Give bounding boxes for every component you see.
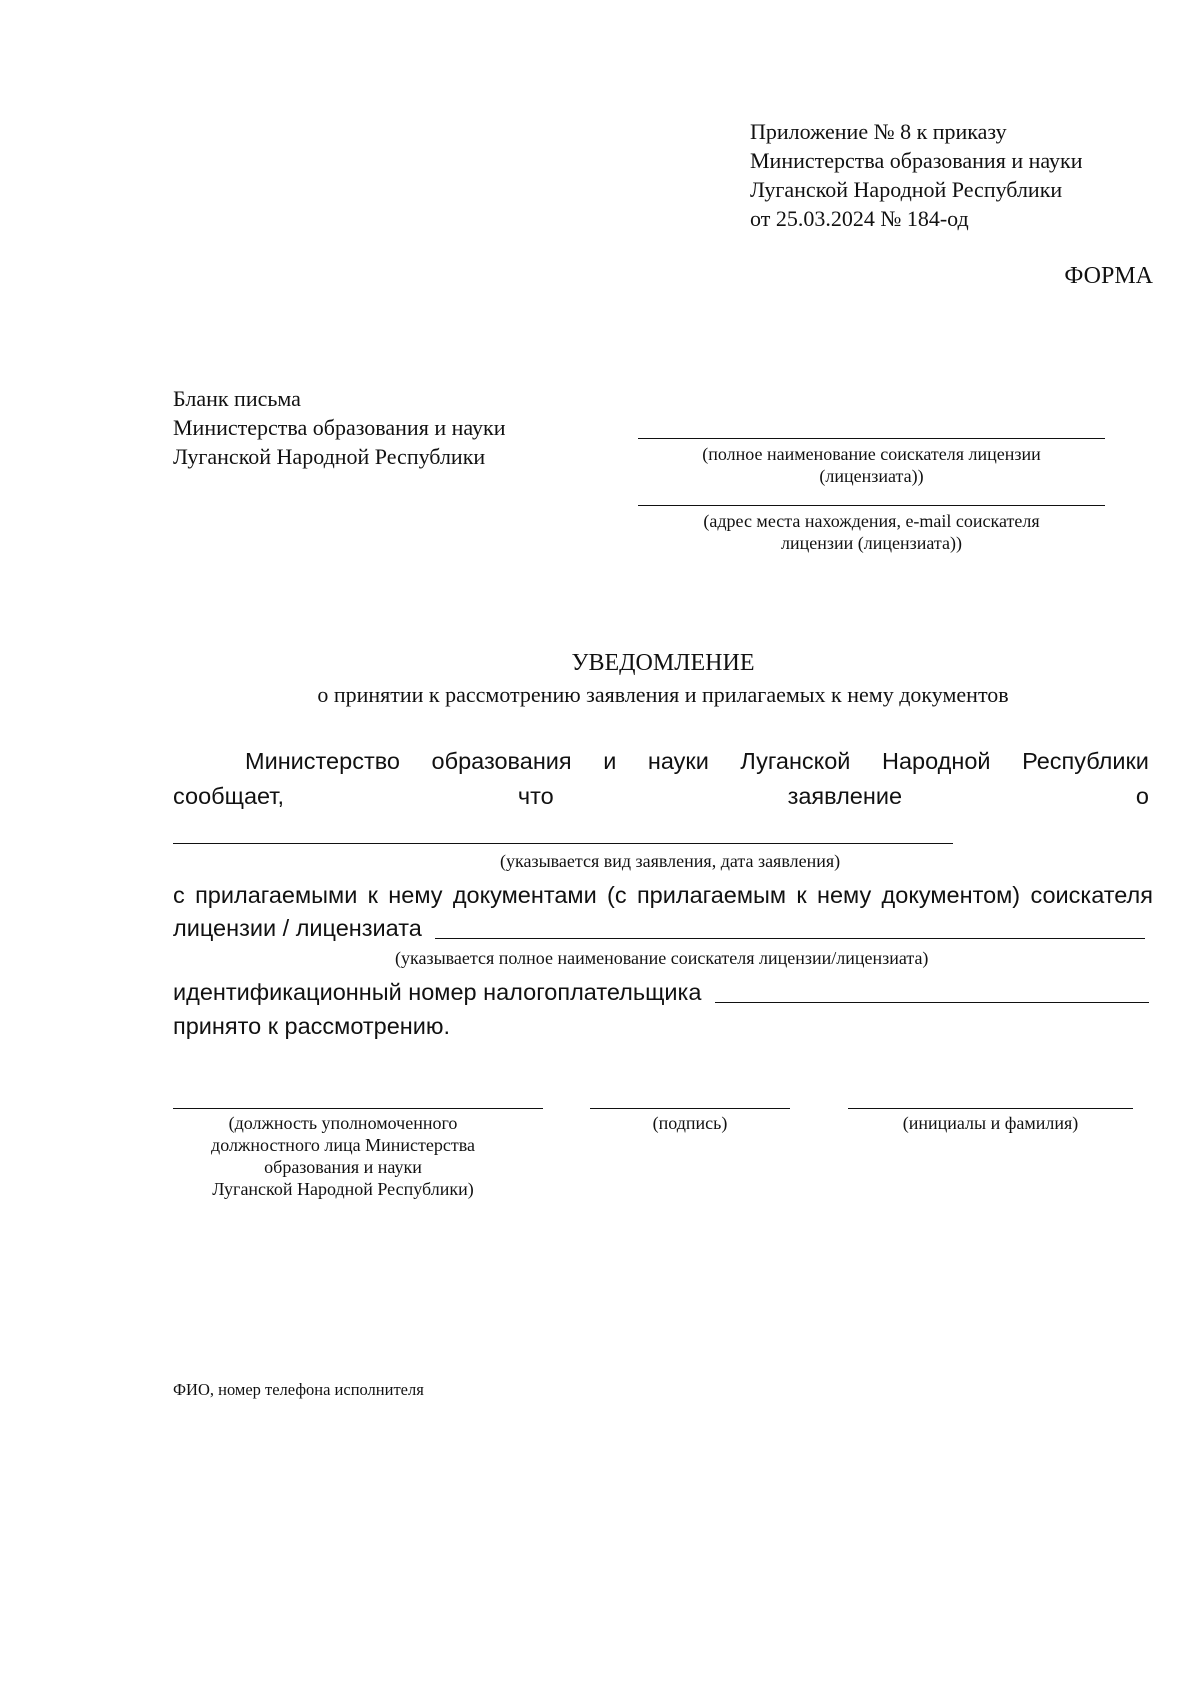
appendix-line-1: Приложение № 8 к приказу bbox=[750, 119, 1007, 144]
position-caption bbox=[173, 1112, 513, 1200]
word-that: что bbox=[517, 783, 554, 809]
word-reports: сообщает, bbox=[173, 783, 284, 809]
recipient-name-caption-1: (полное наименование соискателя лицензии bbox=[702, 444, 1041, 464]
paragraph-line-2 bbox=[173, 781, 1149, 811]
signature-blank-line bbox=[590, 1108, 790, 1109]
recipient-address-caption bbox=[638, 510, 1105, 554]
word-science: науки bbox=[647, 748, 709, 774]
signature-caption: (подпись) bbox=[652, 1113, 728, 1133]
paragraph-line-1 bbox=[245, 746, 1149, 776]
letterhead-line-1: Бланк письма bbox=[173, 386, 301, 411]
letterhead-line-3: Луганской Народной Республики bbox=[173, 444, 486, 469]
inn-label: идентификационный номер налогоплательщика bbox=[173, 979, 702, 1005]
applicant-blank-line bbox=[435, 938, 1145, 939]
appendix-line-2: Министерства образования и науки bbox=[750, 148, 1083, 173]
word-peoples: Народной bbox=[881, 748, 991, 774]
word-about: о bbox=[1135, 783, 1149, 809]
appendix-block bbox=[750, 117, 1082, 233]
recipient-address-caption-2: лицензии (лицензиата)) bbox=[781, 533, 962, 553]
inn-blank-line bbox=[715, 1002, 1149, 1003]
recipient-name-line bbox=[638, 438, 1105, 439]
word-ministry: Министерство bbox=[245, 748, 400, 774]
position-caption-2: должностного лица Министерства bbox=[211, 1135, 475, 1155]
name-blank-line bbox=[848, 1108, 1133, 1109]
letterhead-line-2: Министерства образования и науки bbox=[173, 415, 506, 440]
word-application: заявление bbox=[787, 783, 903, 809]
notice-title: УВЕДОМЛЕНИЕ bbox=[571, 650, 755, 676]
form-label: ФОРМА bbox=[1064, 263, 1153, 289]
name-caption: (инициалы и фамилия) bbox=[902, 1113, 1079, 1133]
recipient-address-line bbox=[638, 505, 1105, 506]
application-caption: (указывается вид заявления, дата заявления) bbox=[500, 851, 841, 871]
accepted-line: принято к рассмотрению. bbox=[173, 1013, 451, 1039]
appendix-line-4: от 25.03.2024 № 184-од bbox=[750, 206, 969, 231]
appendix-line-3: Луганской Народной Республики bbox=[750, 177, 1063, 202]
word-republic: Республики bbox=[1022, 748, 1149, 774]
position-blank-line bbox=[173, 1108, 543, 1109]
notice-subtitle: о принятии к рассмотрению заявления и прилагаемых к нему документов bbox=[317, 682, 1009, 707]
recipient-name-caption-2: (лицензиата)) bbox=[819, 466, 924, 486]
letterhead-block bbox=[173, 384, 505, 471]
position-caption-4: Луганской Народной Республики) bbox=[212, 1179, 474, 1199]
application-blank-line bbox=[173, 843, 953, 844]
executor-info: ФИО, номер телефона исполнителя bbox=[173, 1380, 424, 1399]
position-caption-1: (должность уполномоченного bbox=[228, 1113, 458, 1133]
applicant-caption: (указывается полное наименование соискателя лицензии/лицензиата) bbox=[395, 948, 929, 968]
position-caption-3: образования и науки bbox=[264, 1157, 422, 1177]
recipient-address-caption-1: (адрес места нахождения, e-mail соискателя bbox=[703, 511, 1040, 531]
recipient-name-caption bbox=[638, 443, 1105, 487]
word-education: образования bbox=[431, 748, 572, 774]
attached-documents-line: с прилагаемыми к нему документами (с прилагаемым к нему документом) соискателя bbox=[173, 882, 1153, 908]
word-lugansk: Луганской bbox=[740, 748, 851, 774]
word-and: и bbox=[603, 748, 617, 774]
applicant-prefix: лицензии / лицензиата bbox=[173, 915, 422, 941]
